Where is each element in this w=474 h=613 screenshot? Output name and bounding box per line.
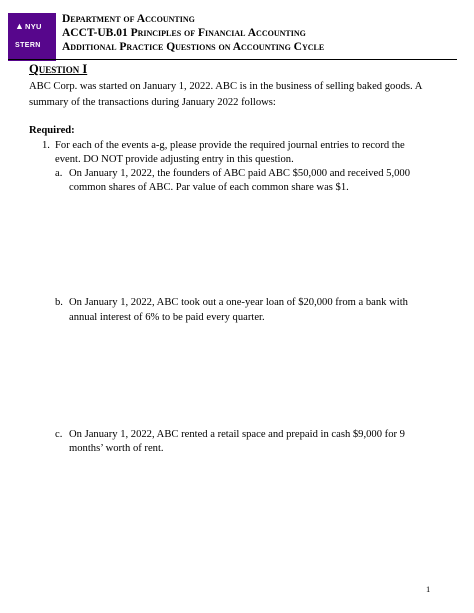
- subitem-text-line: annual interest of 6% to be paid every quarter.: [69, 312, 265, 323]
- nyu-stern-logo: [8, 13, 56, 61]
- item-number: 1.: [42, 140, 50, 151]
- subitem-letter: c.: [55, 429, 63, 440]
- document-subtitle: Additional Practice Questions on Accounting Cycle: [62, 41, 325, 53]
- subitem-text-line: months’ worth of rent.: [69, 443, 164, 454]
- required-label: Required:: [29, 125, 75, 136]
- intro-line: summary of the transactions during January 2022 follows:: [29, 97, 276, 108]
- item-text-line: event. DO NOT provide adjusting entry in this question.: [55, 154, 294, 165]
- subitem-text-line: On January 1, 2022, ABC rented a retail space and prepaid in cash $9,000 for 9: [69, 429, 405, 440]
- logo-nyu-text: NYU: [25, 22, 42, 31]
- subitem-text-line: On January 1, 2022, the founders of ABC paid ABC $50,000 and received 5,000: [69, 168, 411, 179]
- subitem-text-line: On January 1, 2022, ABC took out a one-year loan of $20,000 from a bank with: [69, 297, 408, 308]
- course-title: ACCT-UB.01 Principles of Financial Accounting: [62, 27, 306, 39]
- item-text-line: For each of the events a-g, please provide the required journal entries to record the: [55, 140, 405, 151]
- logo-stern-text: STERN: [15, 42, 41, 49]
- subitem-text-line: common shares of ABC. Par value of each common share was $1.: [69, 182, 349, 193]
- intro-line: ABC Corp. was started on January 1, 2022. ABC is in the business of selling baked goods. A: [29, 81, 423, 92]
- page-number: 1: [426, 584, 431, 594]
- subitem-letter: b.: [55, 297, 63, 308]
- department-title: Department of Accounting: [62, 13, 195, 25]
- question-heading: Question I: [29, 62, 88, 76]
- torch-icon: ▲: [15, 21, 24, 31]
- header-divider: [8, 59, 457, 60]
- subitem-letter: a.: [55, 168, 63, 179]
